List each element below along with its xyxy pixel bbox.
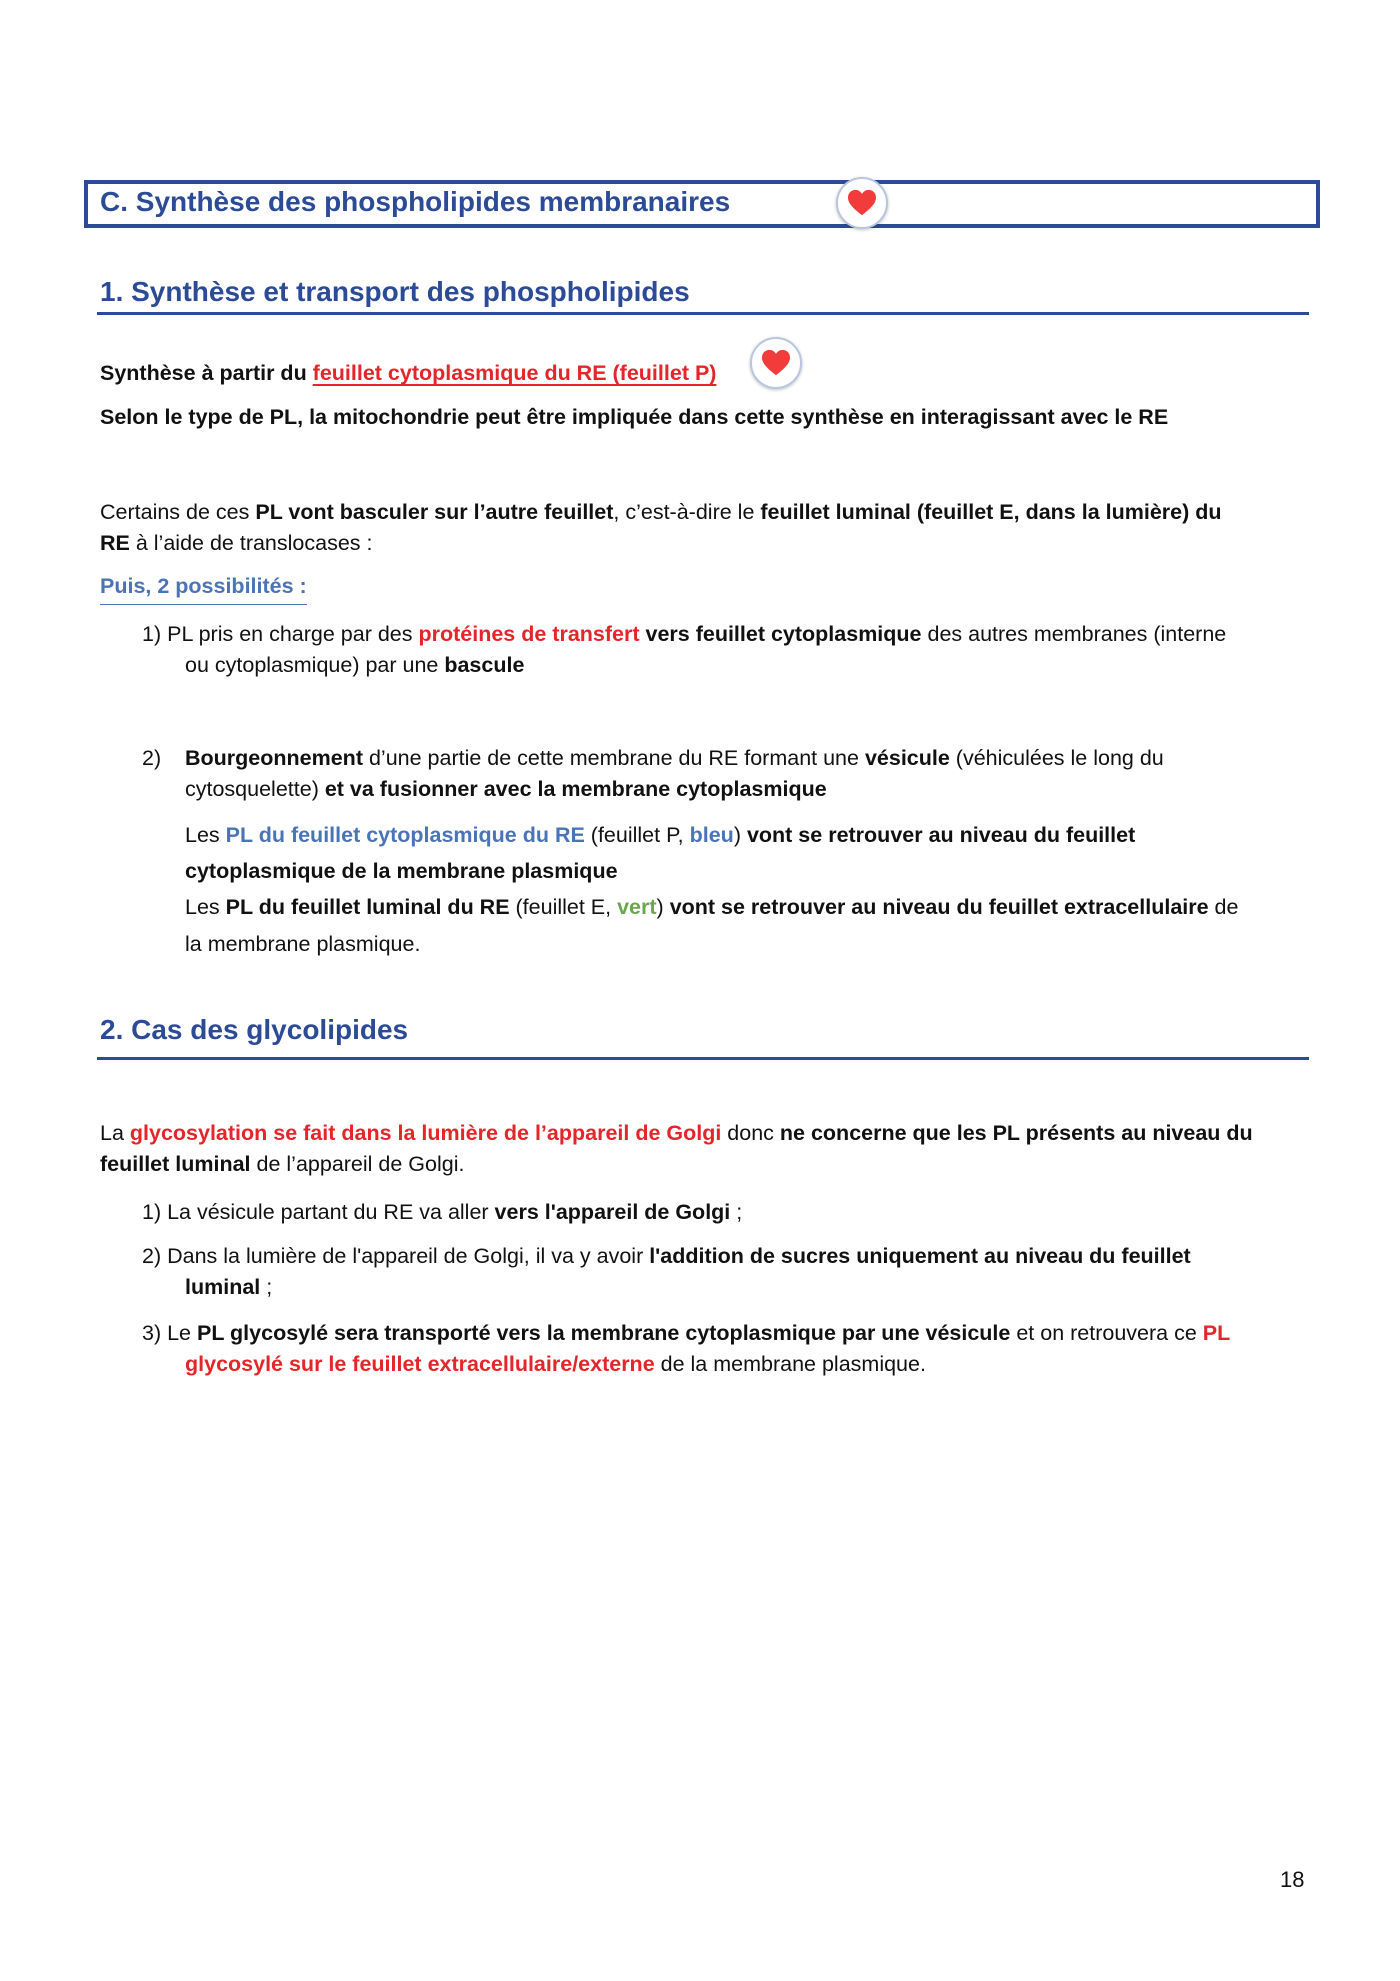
heading-underline <box>97 312 1309 315</box>
heart-icon <box>836 177 888 229</box>
glyco-item-1: 1) La vésicule partant du RE va aller vers l'appareil de Golgi ; <box>142 1200 743 1224</box>
page-number: 18 <box>1280 1867 1305 1892</box>
feuillet-cytoplasmique-highlight: feuillet cytoplasmique du RE (feuillet P) <box>312 361 717 385</box>
glyco-item-2: 2) Dans la lumière de l'appareil de Golgi, il va y avoir l'addition de sucres uniquement au niveau du feuillet luminal ; <box>142 1244 1191 1299</box>
synthese-text: Synthèse à partir du <box>100 361 313 385</box>
heading-underline <box>97 1057 1309 1060</box>
paragraph-glycosylation: La glycosylation se fait dans la lumière de l’appareil de Golgi donc ne concerne que les PL présents au niveau du feuillet luminal de l’appareil de Golgi. <box>100 1121 1253 1176</box>
heading-synthese-transport: 1. Synthèse et transport des phospholipides <box>100 276 690 307</box>
list-item-2: 2) Bourgeonnement d’une partie de cette membrane du RE formant une vésicule (véhiculées le long du cytosquelette) et va fusionner avec la membrane cytoplasmique Les PL du feuillet cytoplasmique du RE (feuillet P, bleu) vont se retrouver au niveau du feuillet cytoplasmique de la membrane plasmique Les PL du feuillet luminal du RE (feuillet E, vert) vont se retrouver au niveau du feuillet extracellulaire de la membrane plasmique. <box>142 746 1239 956</box>
mitochondrie-line: Selon le type de PL, la mitochondrie peut être impliquée dans cette synthèse en interagissant avec le RE <box>100 405 1169 429</box>
paragraph-basculer: Certains de ces PL vont basculer sur l’autre feuillet, c’est-à-dire le feuillet luminal (feuillet E, dans la lumière) du RE à l’aide de translocases : <box>100 500 1222 555</box>
heading-glycolipides: 2. Cas des glycolipides <box>100 1014 409 1045</box>
glyco-item-3: 3) Le PL glycosylé sera transporté vers la membrane cytoplasmique par une vésicule et on retrouvera ce PL glycosylé sur le feuillet extracellulaire/externe de la membrane plasmique. <box>142 1321 1231 1376</box>
synthese-line <box>100 358 716 389</box>
section-title: C. Synthèse des phospholipides membranaires <box>100 186 731 217</box>
heart-icon <box>750 337 802 389</box>
list-item-1: 1) PL pris en charge par des protéines de transfert vers feuillet cytoplasmique des autres membranes (interne ou cytoplasmique) par une bascule <box>142 622 1227 677</box>
puis-possibilites: Puis, 2 possibilités : <box>100 571 307 605</box>
